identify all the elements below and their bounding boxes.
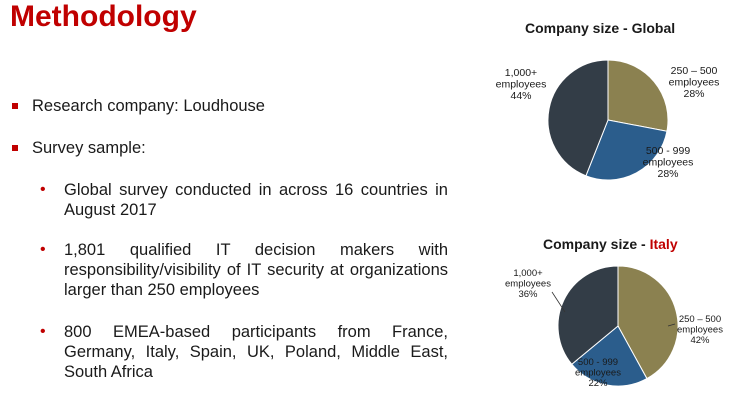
slice-label: 250 – 500 employees 28%	[668, 65, 720, 100]
chart-title-accent: Italy	[649, 236, 678, 252]
sub-bullet-text: 1,801 qualified IT decision makers with responsibility/visibility of IT security at organizations larger than 250 employees	[64, 241, 448, 299]
chart-title-italy	[543, 236, 678, 252]
charts-panel	[470, 0, 740, 402]
bullet-dot-icon: •	[40, 181, 46, 198]
slice-label: 1,000+ employees 36%	[505, 268, 551, 300]
bullet-dot-icon: •	[40, 241, 46, 258]
slice-label: 1,000+ employees 44%	[495, 67, 547, 102]
chart-title-global: Company size - Global	[525, 20, 676, 36]
sub-bullet-global-survey	[40, 180, 448, 222]
sub-bullet-emea-participants	[40, 322, 448, 384]
pie-chart-italy	[470, 254, 740, 402]
slice-label: 500 - 999 employees 28%	[642, 145, 694, 180]
sub-bullet-text: 800 EMEA-based participants from France, Germany, Italy, Spain, UK, Poland, Middle East, South Africa	[64, 323, 448, 381]
slice-label: 250 – 500 employees 42%	[677, 314, 723, 346]
bullet-text: Research company: Loudhouse	[32, 97, 265, 115]
chart-title-prefix: Company size -	[543, 236, 650, 252]
pie-slice	[608, 60, 668, 131]
bullet-text: Survey sample:	[32, 139, 146, 157]
bullet-square-icon	[12, 145, 18, 151]
sub-bullet-text: Global survey conducted in across 16 countries in August 2017	[64, 181, 448, 219]
pie-chart-global	[470, 38, 740, 228]
bullet-research-company	[0, 96, 460, 118]
slide-title: Methodology	[10, 0, 197, 33]
bullet-dot-icon: •	[40, 323, 46, 340]
bullet-survey-sample	[0, 138, 460, 160]
slice-label: 500 - 999 employees 22%	[575, 357, 621, 389]
sub-bullet-it-decision-makers	[40, 240, 448, 302]
bullet-square-icon	[12, 103, 18, 109]
